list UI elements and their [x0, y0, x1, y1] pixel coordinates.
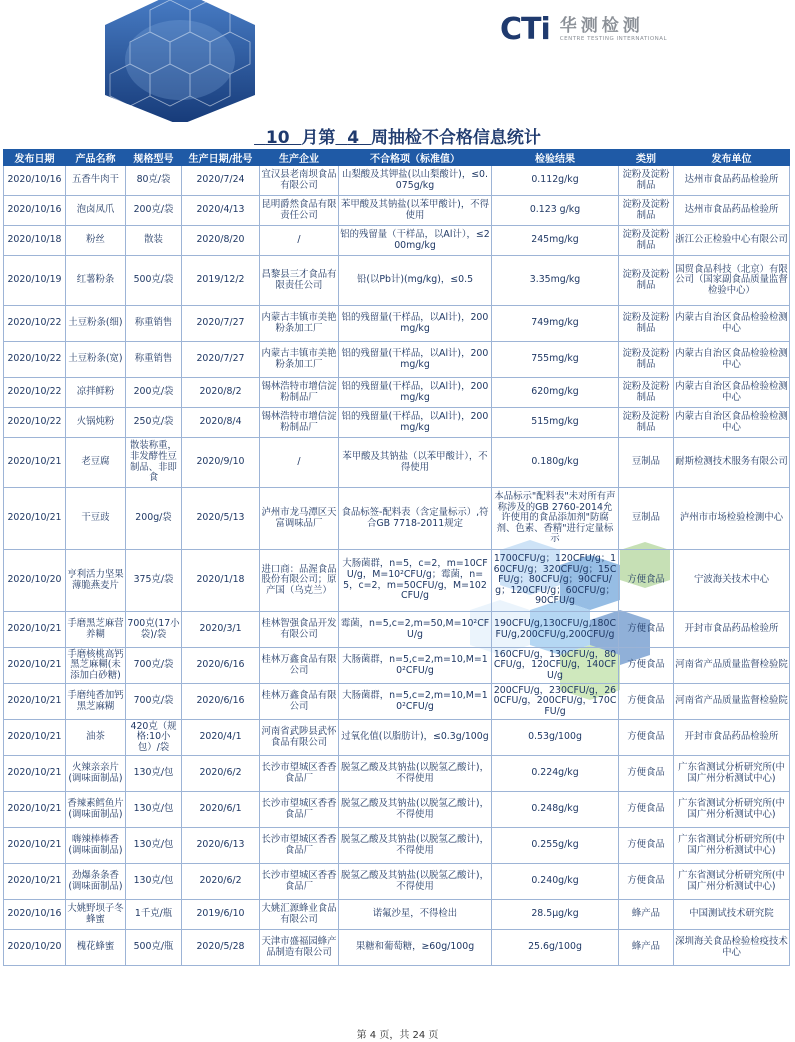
cell-name: 手磨黑芝麻营养糊: [66, 612, 126, 648]
cell-batch: 2020/1/18: [182, 550, 260, 612]
cell-date: 2020/10/16: [4, 196, 66, 226]
cell-date: 2020/10/21: [4, 648, 66, 684]
cell-name: 老豆腐: [66, 438, 126, 488]
cell-item: 脱氢乙酸及其钠盐(以脱氢乙酸计)，不得使用: [339, 792, 492, 828]
header-batch: 生产日期/批号: [182, 150, 260, 166]
cell-batch: 2020/5/13: [182, 488, 260, 550]
table-row: [4, 438, 790, 488]
cell-name: 嗨辣棒棒香(调味面制品): [66, 828, 126, 864]
cell-maker: 河南省武陟县武怀食品有限公司: [260, 720, 339, 756]
cell-publisher: 内蒙古自治区食品检验检测中心: [674, 342, 790, 378]
cell-maker: /: [260, 226, 339, 256]
cell-category: 豆制品: [619, 438, 674, 488]
cell-name: 槐花蜂蜜: [66, 930, 126, 966]
cell-result: 0.53g/100g: [492, 720, 619, 756]
cell-item: 脱氢乙酸及其钠盐(以脱氢乙酸计)，不得使用: [339, 828, 492, 864]
title-suffix: 周抽检不合格信息统计: [370, 128, 541, 148]
cell-batch: 2020/8/2: [182, 378, 260, 408]
cell-category: 方便食品: [619, 684, 674, 720]
cell-batch: 2020/8/20: [182, 226, 260, 256]
header-publisher: 发布单位: [674, 150, 790, 166]
cell-category: 蜂产品: [619, 900, 674, 930]
cell-result: 755mg/kg: [492, 342, 619, 378]
cell-item: 苯甲酸及其钠盐（以苯甲酸计），不得使用: [339, 438, 492, 488]
cell-category: 方便食品: [619, 864, 674, 900]
cell-batch: 2020/5/28: [182, 930, 260, 966]
cell-maker: 泸州市龙马潭区天富调味品厂: [260, 488, 339, 550]
cell-result: 1700CFU/g；120CFU/g；160CFU/g；320CFU/g；15CFU/g；80CFU/g；90CFU/g；120CFU/g；60CFU/g；90CFU/g: [492, 550, 619, 612]
cell-maker: 桂林万鑫食品有限公司: [260, 648, 339, 684]
cell-item: 铝的残留量（干样品，以Al计），≤200mg/kg: [339, 226, 492, 256]
title-mid: 月第: [301, 128, 336, 148]
cell-category: 豆制品: [619, 488, 674, 550]
cell-maker: 长沙市望城区香香食品厂: [260, 756, 339, 792]
cell-name: 手磨核桃高钙黑芝麻糊(未添加白砂糖): [66, 648, 126, 684]
cell-spec: 200克/袋: [126, 196, 182, 226]
cell-publisher: 河南省产品质量监督检验院: [674, 648, 790, 684]
table-row: [4, 306, 790, 342]
cell-name: 火锅炖粉: [66, 408, 126, 438]
cell-spec: 200克/袋: [126, 378, 182, 408]
cell-result: 3.35mg/kg: [492, 256, 619, 306]
cell-maker: 内蒙古丰镇市美艳粉条加工厂: [260, 306, 339, 342]
cell-spec: 700克(17小袋)/袋: [126, 612, 182, 648]
cell-date: 2020/10/21: [4, 684, 66, 720]
cell-maker: 桂林智强食品开发有限公司: [260, 612, 339, 648]
cell-item: 铝的残留量(干样品，以Al计)，200mg/kg: [339, 342, 492, 378]
cell-name: 凉拌鲜粉: [66, 378, 126, 408]
cell-publisher: 广东省测试分析研究所(中国广州分析测试中心): [674, 828, 790, 864]
cell-spec: 散装: [126, 226, 182, 256]
cell-publisher: 浙江公正检验中心有限公司: [674, 226, 790, 256]
cell-category: 方便食品: [619, 648, 674, 684]
cell-category: 淀粉及淀粉制品: [619, 256, 674, 306]
cell-category: 淀粉及淀粉制品: [619, 378, 674, 408]
cell-publisher: 达州市食品药品检验所: [674, 166, 790, 196]
cell-category: 蜂产品: [619, 930, 674, 966]
cell-category: 淀粉及淀粉制品: [619, 196, 674, 226]
cell-publisher: 达州市食品药品检验所: [674, 196, 790, 226]
cell-spec: 375克/袋: [126, 550, 182, 612]
cell-name: 土豆粉条(宽): [66, 342, 126, 378]
cell-maker: 锡林浩特市增信淀粉制品厂: [260, 408, 339, 438]
table-row: [4, 226, 790, 256]
cell-spec: 称重销售: [126, 306, 182, 342]
cell-item: 铝的残留量(干样品，以Al计)，200mg/kg: [339, 306, 492, 342]
cell-spec: 420克（规格:10小包）/袋: [126, 720, 182, 756]
cell-item: 食品标签-配料表（含定量标示）,符合GB 7718-2011规定: [339, 488, 492, 550]
cell-maker: 昌黎县三才食品有限责任公司: [260, 256, 339, 306]
cell-result: 245mg/kg: [492, 226, 619, 256]
cell-spec: 700克/袋: [126, 684, 182, 720]
cell-publisher: 国贸食品科技（北京）有限公司（国家副食品质量监督检验中心）: [674, 256, 790, 306]
cell-name: 香辣素鳕鱼片(调味面制品): [66, 792, 126, 828]
cell-name: 油茶: [66, 720, 126, 756]
cell-date: 2020/10/20: [4, 930, 66, 966]
cell-category: 淀粉及淀粉制品: [619, 226, 674, 256]
cell-name: 劲爆条条香(调味面制品): [66, 864, 126, 900]
cell-batch: 2020/6/2: [182, 756, 260, 792]
cell-date: 2020/10/22: [4, 408, 66, 438]
cell-batch: 2019/6/10: [182, 900, 260, 930]
cell-item: 过氧化值(以脂肪计)，≤0.3g/100g: [339, 720, 492, 756]
cell-name: 干豆豉: [66, 488, 126, 550]
header-maker: 生产企业: [260, 150, 339, 166]
cell-item: 苯甲酸及其钠盐(以苯甲酸计)，不得使用: [339, 196, 492, 226]
cell-publisher: 广东省测试分析研究所(中国广州分析测试中心): [674, 756, 790, 792]
cell-item: 果糖和葡萄糖，≥60g/100g: [339, 930, 492, 966]
cell-name: 五香牛肉干: [66, 166, 126, 196]
cell-spec: 500克/袋: [126, 256, 182, 306]
cell-date: 2020/10/18: [4, 226, 66, 256]
cell-date: 2020/10/21: [4, 864, 66, 900]
cell-publisher: 广东省测试分析研究所(中国广州分析测试中心): [674, 792, 790, 828]
cell-category: 淀粉及淀粉制品: [619, 166, 674, 196]
logo-chinese-name: 华测检测: [559, 15, 644, 36]
cell-category: 淀粉及淀粉制品: [619, 342, 674, 378]
cell-date: 2020/10/21: [4, 438, 66, 488]
cell-publisher: 耐斯检测技术服务有限公司: [674, 438, 790, 488]
cell-date: 2020/10/22: [4, 306, 66, 342]
cell-name: 手磨纯香加钙黑芝麻糊: [66, 684, 126, 720]
cell-maker: 桂林万鑫食品有限公司: [260, 684, 339, 720]
table-row: [4, 166, 790, 196]
cell-category: 方便食品: [619, 828, 674, 864]
cell-maker: /: [260, 438, 339, 488]
cell-publisher: 开封市食品药品检验所: [674, 612, 790, 648]
cell-spec: 700克/袋: [126, 648, 182, 684]
cell-result: 0.240g/kg: [492, 864, 619, 900]
logo-english-name: CENTRE TESTING INTERNATIONAL: [559, 35, 668, 42]
cell-date: 2020/10/21: [4, 720, 66, 756]
cell-item: 大肠菌群，n=5，c=2，m=10CFU/g，M=10²CFU/g；霉菌，n=5，c=2，m=50CFU/g，M=102CFU/g: [339, 550, 492, 612]
cell-maker: 天津市盛福园蜂产品制造有限公司: [260, 930, 339, 966]
cell-batch: 2020/6/2: [182, 864, 260, 900]
table-row: [4, 550, 790, 612]
cell-spec: 250克/袋: [126, 408, 182, 438]
cell-date: 2020/10/22: [4, 342, 66, 378]
table-row: [4, 342, 790, 378]
cell-maker: 进口商：品渥食品股份有限公司；原产国（乌克兰）: [260, 550, 339, 612]
cell-batch: 2020/3/1: [182, 612, 260, 648]
cell-item: 铅(以Pb计)(mg/kg)，≤0.5: [339, 256, 492, 306]
cell-batch: 2020/4/1: [182, 720, 260, 756]
cell-maker: 长沙市望城区香香食品厂: [260, 828, 339, 864]
cell-item: 霉菌，n=5,c=2,m=50,M=10²CFU/g: [339, 612, 492, 648]
cell-publisher: 内蒙古自治区食品检验检测中心: [674, 408, 790, 438]
cell-item: 山梨酸及其钾盐(以山梨酸计)，≤0.075g/kg: [339, 166, 492, 196]
cell-result: 28.5μg/kg: [492, 900, 619, 930]
cell-result: 190CFU/g,130CFU/g,180CFU/g,200CFU/g,200CFU/g: [492, 612, 619, 648]
cell-spec: 130克/包: [126, 864, 182, 900]
table-row: [4, 930, 790, 966]
table-row: [4, 648, 790, 684]
table-row: [4, 378, 790, 408]
header-item: 不合格项（标准值）: [339, 150, 492, 166]
table-row: [4, 196, 790, 226]
cell-spec: 1千克/瓶: [126, 900, 182, 930]
cell-result: 0.255g/kg: [492, 828, 619, 864]
page-title: [0, 123, 795, 148]
cell-date: 2020/10/21: [4, 828, 66, 864]
cell-batch: 2020/7/24: [182, 166, 260, 196]
cell-category: 淀粉及淀粉制品: [619, 408, 674, 438]
cell-result: 515mg/kg: [492, 408, 619, 438]
cell-batch: 2020/6/1: [182, 792, 260, 828]
cell-date: 2020/10/22: [4, 378, 66, 408]
table-row: [4, 828, 790, 864]
cell-publisher: 宁波海关技术中心: [674, 550, 790, 612]
cell-spec: 80克/袋: [126, 166, 182, 196]
cell-date: 2020/10/21: [4, 612, 66, 648]
cell-publisher: 河南省产品质量监督检验院: [674, 684, 790, 720]
cell-batch: 2020/6/13: [182, 828, 260, 864]
table-row: [4, 720, 790, 756]
cell-name: 泡卤凤爪: [66, 196, 126, 226]
cell-date: 2020/10/19: [4, 256, 66, 306]
cell-publisher: 开封市食品药品检验所: [674, 720, 790, 756]
cell-publisher: 深圳海关食品检验检疫技术中心: [674, 930, 790, 966]
cell-batch: 2020/9/10: [182, 438, 260, 488]
nonconforming-table: [3, 149, 790, 966]
cell-publisher: 中国测试技术研究院: [674, 900, 790, 930]
cell-publisher: 广东省测试分析研究所(中国广州分析测试中心): [674, 864, 790, 900]
page-footer: 第 4 页，共 24 页: [356, 1030, 439, 1041]
cell-batch: 2020/6/16: [182, 648, 260, 684]
cell-category: 方便食品: [619, 756, 674, 792]
cell-publisher: 内蒙古自治区食品检验检测中心: [674, 306, 790, 342]
cell-maker: 内蒙古丰镇市美艳粉条加工厂: [260, 342, 339, 378]
cell-batch: 2019/12/2: [182, 256, 260, 306]
header-date: 发布日期: [4, 150, 66, 166]
cell-result: 200CFU/g，230CFU/g，260CFU/g，200CFU/g，170CFU/g: [492, 684, 619, 720]
table-row: [4, 684, 790, 720]
cell-batch: 2020/4/13: [182, 196, 260, 226]
cell-category: 方便食品: [619, 612, 674, 648]
cell-item: 铝的残留量(干样品，以Al计)，200mg/kg: [339, 408, 492, 438]
cell-result: 0.248g/kg: [492, 792, 619, 828]
cell-name: 红薯粉条: [66, 256, 126, 306]
cell-spec: 散装称重，非发酵性豆制品、非即食: [126, 438, 182, 488]
cell-maker: 长沙市望城区香香食品厂: [260, 864, 339, 900]
cell-spec: 500克/瓶: [126, 930, 182, 966]
cell-item: 大肠菌群，n=5,c=2,m=10,M=10²CFU/g: [339, 684, 492, 720]
cell-item: 诺氟沙星，不得检出: [339, 900, 492, 930]
cell-publisher: 内蒙古自治区食品检验检测中心: [674, 378, 790, 408]
title-month: 10: [265, 128, 290, 148]
cell-date: 2020/10/21: [4, 792, 66, 828]
cell-category: 方便食品: [619, 550, 674, 612]
header-product: 产品名称: [66, 150, 126, 166]
cell-result: 本品标示"配料表"未对所有声称涉及的GB 2760-2014允许使用的食品添加剂"防腐剂、色素、香精"进行定量标示: [492, 488, 619, 550]
table-row: [4, 900, 790, 930]
cell-date: 2020/10/21: [4, 488, 66, 550]
cell-spec: 200g/袋: [126, 488, 182, 550]
cell-name: 大姚野坝子冬蜂蜜: [66, 900, 126, 930]
cell-spec: 130克/包: [126, 792, 182, 828]
cell-name: 粉丝: [66, 226, 126, 256]
header-hexagon-graphic: [80, 0, 280, 122]
cell-result: 620mg/kg: [492, 378, 619, 408]
cell-result: 0.112g/kg: [492, 166, 619, 196]
cell-name: 亨利活力坚果薄脆燕麦片: [66, 550, 126, 612]
cell-item: 铝的残留量(干样品，以Al计)，200mg/kg: [339, 378, 492, 408]
table-row: [4, 756, 790, 792]
company-logo: [500, 12, 667, 46]
cell-result: 160CFU/g，130CFU/g，80CFU/g，120CFU/g，140CFU/g: [492, 648, 619, 684]
cell-result: 0.224g/kg: [492, 756, 619, 792]
cell-batch: 2020/8/4: [182, 408, 260, 438]
cell-date: 2020/10/20: [4, 550, 66, 612]
table-row: [4, 488, 790, 550]
cell-item: 脱氢乙酸及其钠盐(以脱氢乙酸计)，不得使用: [339, 864, 492, 900]
cell-result: 25.6g/100g: [492, 930, 619, 966]
cell-result: 0.180g/kg: [492, 438, 619, 488]
cell-category: 方便食品: [619, 720, 674, 756]
cell-date: 2020/10/16: [4, 166, 66, 196]
table-row: [4, 792, 790, 828]
cell-category: 方便食品: [619, 792, 674, 828]
cell-item: 大肠菌群，n=5,c=2,m=10,M=10²CFU/g: [339, 648, 492, 684]
cell-maker: 锡林浩特市增信淀粉制品厂: [260, 378, 339, 408]
cell-maker: 昆明爵然食品有限责任公司: [260, 196, 339, 226]
cell-batch: 2020/6/16: [182, 684, 260, 720]
cell-spec: 称重销售: [126, 342, 182, 378]
cell-maker: 宜汉县老南坝食品有限公司: [260, 166, 339, 196]
logo-mark: CTi: [500, 11, 550, 47]
title-week: 4: [347, 128, 360, 148]
cell-name: 土豆粉条(细): [66, 306, 126, 342]
cell-date: 2020/10/21: [4, 756, 66, 792]
cell-date: 2020/10/16: [4, 900, 66, 930]
header-result: 检验结果: [492, 150, 619, 166]
header-spec: 规格型号: [126, 150, 182, 166]
cell-item: 脱氢乙酸及其钠盐(以脱氢乙酸计)，不得使用: [339, 756, 492, 792]
cell-spec: 130克/包: [126, 756, 182, 792]
table-row: [4, 408, 790, 438]
cell-spec: 130克/包: [126, 828, 182, 864]
cell-maker: 大姚汇源蜂业食品有限公司: [260, 900, 339, 930]
cell-result: 749mg/kg: [492, 306, 619, 342]
table-row: [4, 256, 790, 306]
cell-publisher: 泸州市市场检验检测中心: [674, 488, 790, 550]
cell-batch: 2020/7/27: [182, 342, 260, 378]
cell-maker: 长沙市望城区香香食品厂: [260, 792, 339, 828]
cell-batch: 2020/7/27: [182, 306, 260, 342]
cell-category: 淀粉及淀粉制品: [619, 306, 674, 342]
cell-result: 0.123 g/kg: [492, 196, 619, 226]
header-category: 类别: [619, 150, 674, 166]
table-row: [4, 612, 790, 648]
table-header-row: [4, 150, 790, 166]
cell-name: 火辣亲亲片(调味面制品): [66, 756, 126, 792]
table-row: [4, 864, 790, 900]
